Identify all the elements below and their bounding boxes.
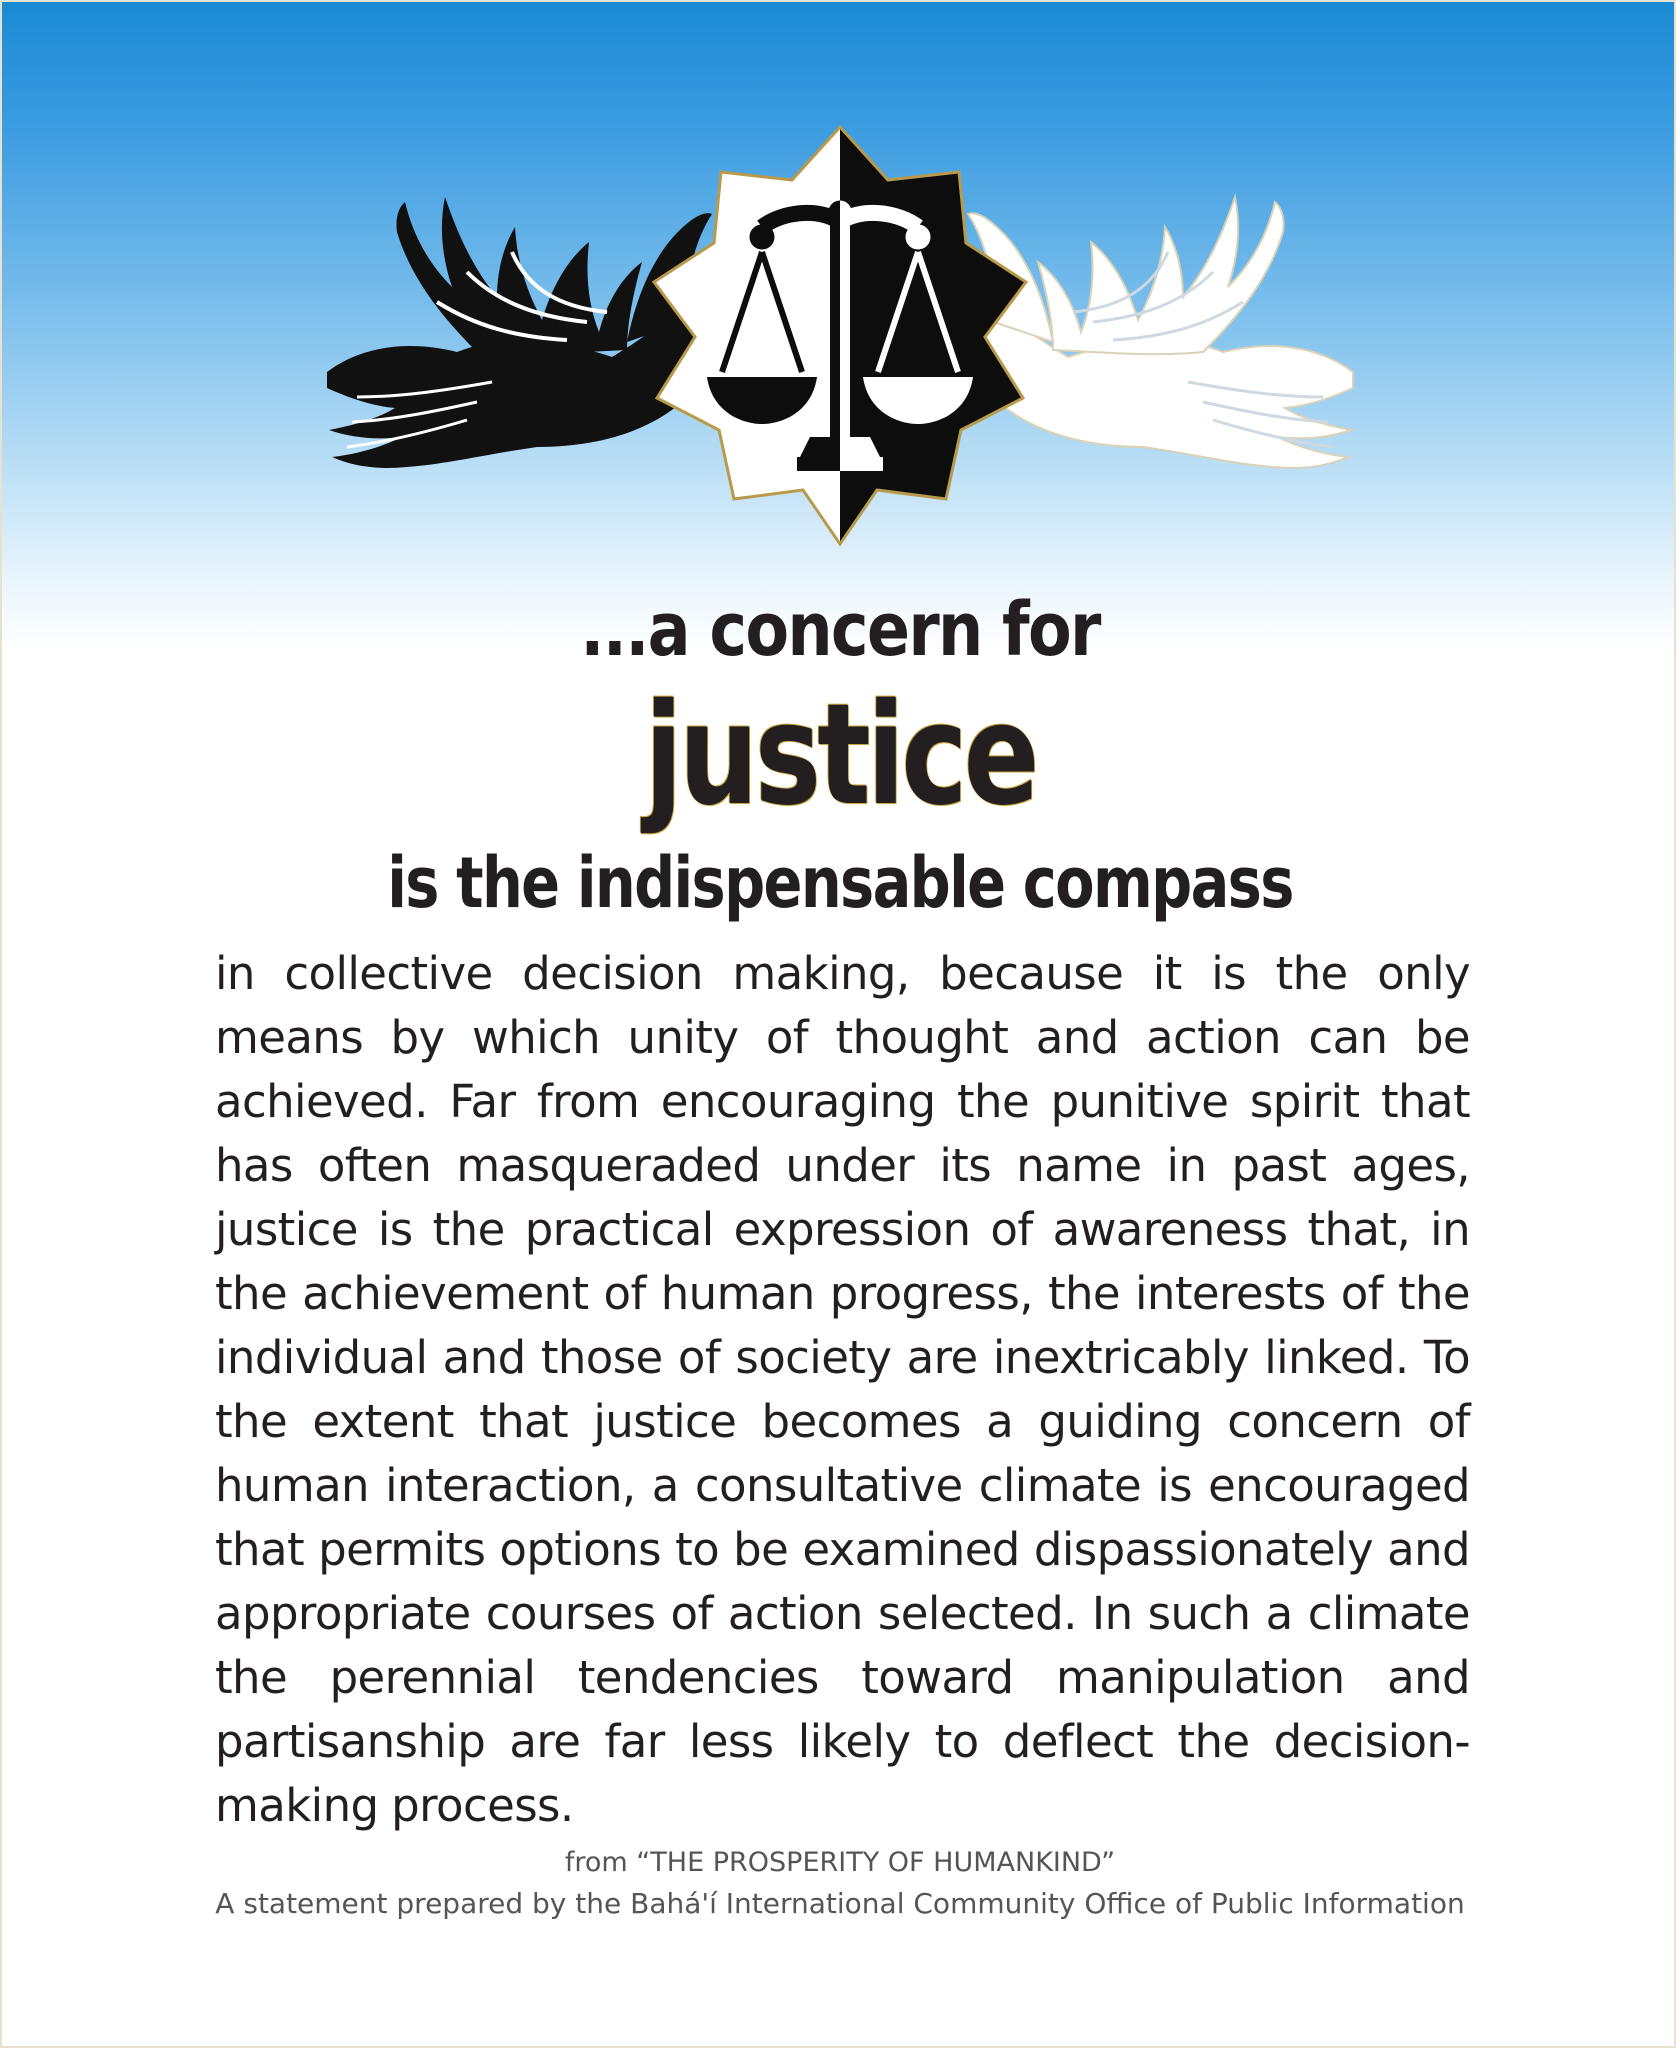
- source-title: from “THE PROSPERITY OF HUMANKIND”: [564, 1847, 1116, 1878]
- headline-intro: ...a concern for: [580, 587, 1100, 673]
- emblem: [2, 112, 1676, 562]
- headline-continuation: is the indispensable compass: [387, 842, 1293, 924]
- quote-body: in collective decision making, because it is the only means by which unity of thought and action can be achieved. Far from encouraging the punitive spirit that has often masqueraded under its name in past ages, justice is the practical expression of awareness that, in the achievement of human progress, the interests of the individual and those of society are inextricably linked. To the extent that justice becomes a guiding concern of human interaction, a consultative climate is encouraged that permits options to be examined dispassionately and appropriate courses of action selected. In such a climate the perennial tendencies toward manipulation and partisanship are far less likely to deflect the decision-making process.: [215, 947, 1470, 1832]
- source-attribution: A statement prepared by the Bahá'í International Community Office of Public Information: [215, 1887, 1465, 1920]
- headline-keyword: justice: [644, 674, 1036, 837]
